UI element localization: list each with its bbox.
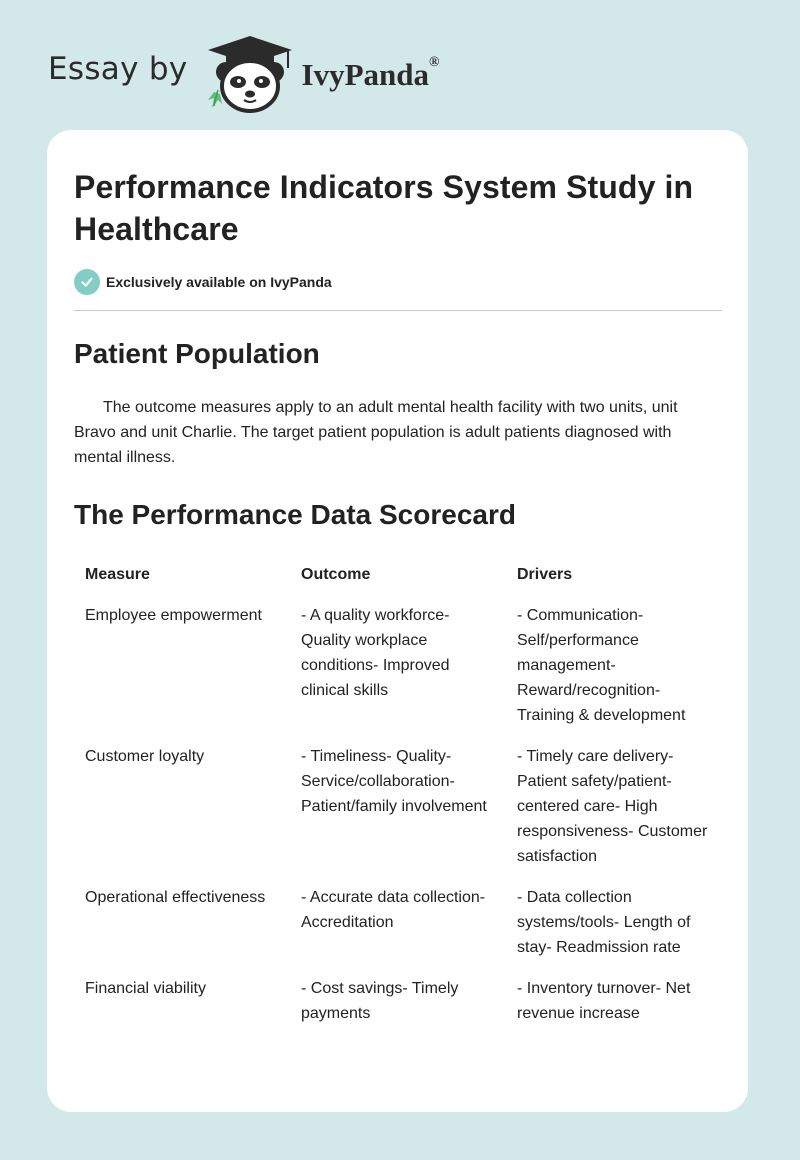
scorecard-table [74, 554, 722, 1034]
table-cell-drivers: - Timely care delivery- Patient safety/patient-centered care- High responsiveness- Customer satisfaction [517, 748, 708, 865]
site-header [48, 34, 548, 114]
exclusive-badge [74, 268, 722, 296]
page-title: Performance Indicators System Study in Healthcare [74, 169, 694, 247]
table-cell-drivers: - Communication- Self/performance management- Reward/recognition- Training & development [517, 607, 686, 724]
table-row [74, 595, 722, 736]
section-heading-scorecard: The Performance Data Scorecard [74, 499, 516, 530]
table-header-row [74, 554, 722, 595]
table-cell-measure: Operational effectiveness [85, 889, 266, 906]
table-cell-drivers: - Data collection systems/tools- Length of stay- Readmission rate [517, 889, 691, 956]
section-paragraph: The outcome measures apply to an adult mental health facility with two units, unit Bravo and unit Charlie. The target patient population is adult patients diagnosed with mental illness. [74, 399, 678, 466]
table-cell-measure: Employee empowerment [85, 607, 262, 624]
table-row [74, 736, 722, 877]
check-icon [74, 269, 100, 295]
table-cell-outcome: - Cost savings- Timely payments [301, 980, 459, 1022]
table-row [74, 877, 722, 968]
table-cell-measure: Financial viability [85, 980, 206, 997]
essay-by-label: Essay by [48, 51, 188, 87]
section-heading-patient-population: Patient Population [74, 338, 320, 369]
table-cell-drivers: - Inventory turnover- Net revenue increase [517, 980, 691, 1022]
registered-mark: ® [429, 55, 440, 70]
column-header-outcome: Outcome [301, 566, 371, 583]
brand-name: IvyPanda® [301, 55, 440, 92]
essay-card [47, 130, 748, 1112]
table-cell-outcome: - Timeliness- Quality- Service/collaboration- Patient/family involvement [301, 748, 487, 815]
ivypanda-logo-icon[interactable] [204, 34, 296, 114]
table-cell-measure: Customer loyalty [85, 748, 205, 765]
column-header-measure: Measure [85, 566, 150, 583]
divider [74, 310, 722, 311]
column-header-drivers: Drivers [517, 566, 573, 583]
table-cell-outcome: - Accurate data collection- Accreditation [301, 889, 486, 931]
table-row [74, 968, 722, 1034]
badge-text: Exclusively available on IvyPanda [106, 274, 332, 290]
table-cell-outcome: - A quality workforce- Quality workplace conditions- Improved clinical skills [301, 607, 450, 699]
